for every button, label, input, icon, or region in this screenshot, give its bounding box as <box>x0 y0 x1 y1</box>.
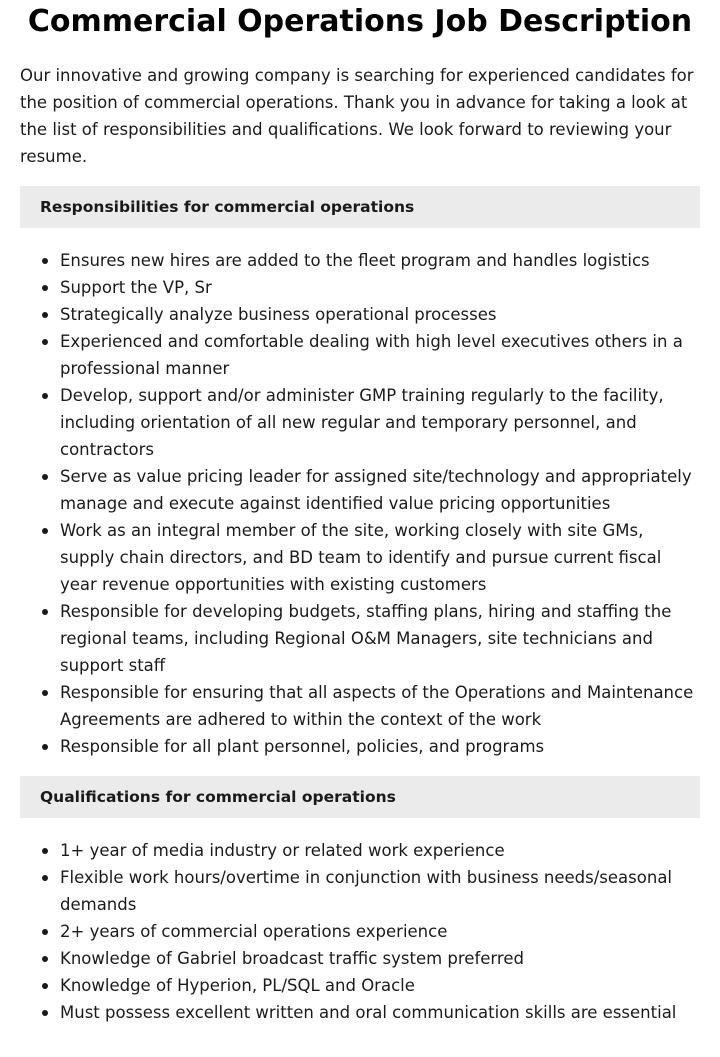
list-item: Ensures new hires are added to the fleet program and handles logistics <box>20 247 700 274</box>
list-item: Work as an integral member of the site, working closely with site GMs, supply chain directors, and BD team to identify and pursue current fiscal year revenue opportunities with existing customers <box>20 517 700 598</box>
list-item: 2+ years of commercial operations experience <box>20 918 700 945</box>
list-item: Serve as value pricing leader for assigned site/technology and appropriately manage and execute against identified value pricing opportunities <box>20 463 700 517</box>
responsibilities-list <box>20 247 700 760</box>
intro-paragraph: Our innovative and growing company is searching for experienced candidates for the position of commercial operations. Thank you in advance for taking a look at the list of responsibilities and qualifications. We look forward to reviewing your resume. <box>20 66 694 166</box>
qualifications-list <box>20 837 700 1026</box>
list-item: Knowledge of Gabriel broadcast traffic system preferred <box>20 945 700 972</box>
list-item: Develop, support and/or administer GMP training regularly to the facility, including orientation of all new regular and temporary personnel, and contractors <box>20 382 700 463</box>
list-item: Knowledge of Hyperion, PL/SQL and Oracle <box>20 972 700 999</box>
list-item: 1+ year of media industry or related work experience <box>20 837 700 864</box>
list-item: Experienced and comfortable dealing with high level executives others in a professional manner <box>20 328 700 382</box>
qualifications-heading: Qualifications for commercial operations <box>20 776 700 818</box>
list-item: Support the VP, Sr <box>20 274 700 301</box>
list-item: Strategically analyze business operational processes <box>20 301 700 328</box>
responsibilities-heading: Responsibilities for commercial operations <box>20 186 700 228</box>
list-item: Responsible for ensuring that all aspects of the Operations and Maintenance Agreements are adhered to within the context of the work <box>20 679 700 733</box>
list-item: Responsible for all plant personnel, policies, and programs <box>20 733 700 760</box>
list-item: Must possess excellent written and oral communication skills are essential <box>20 999 700 1026</box>
page-title: Commercial Operations Job Description <box>27 4 693 39</box>
list-item: Flexible work hours/overtime in conjunction with business needs/seasonal demands <box>20 864 700 918</box>
list-item: Responsible for developing budgets, staffing plans, hiring and staffing the regional teams, including Regional O&M Managers, site technicians and support staff <box>20 598 700 679</box>
